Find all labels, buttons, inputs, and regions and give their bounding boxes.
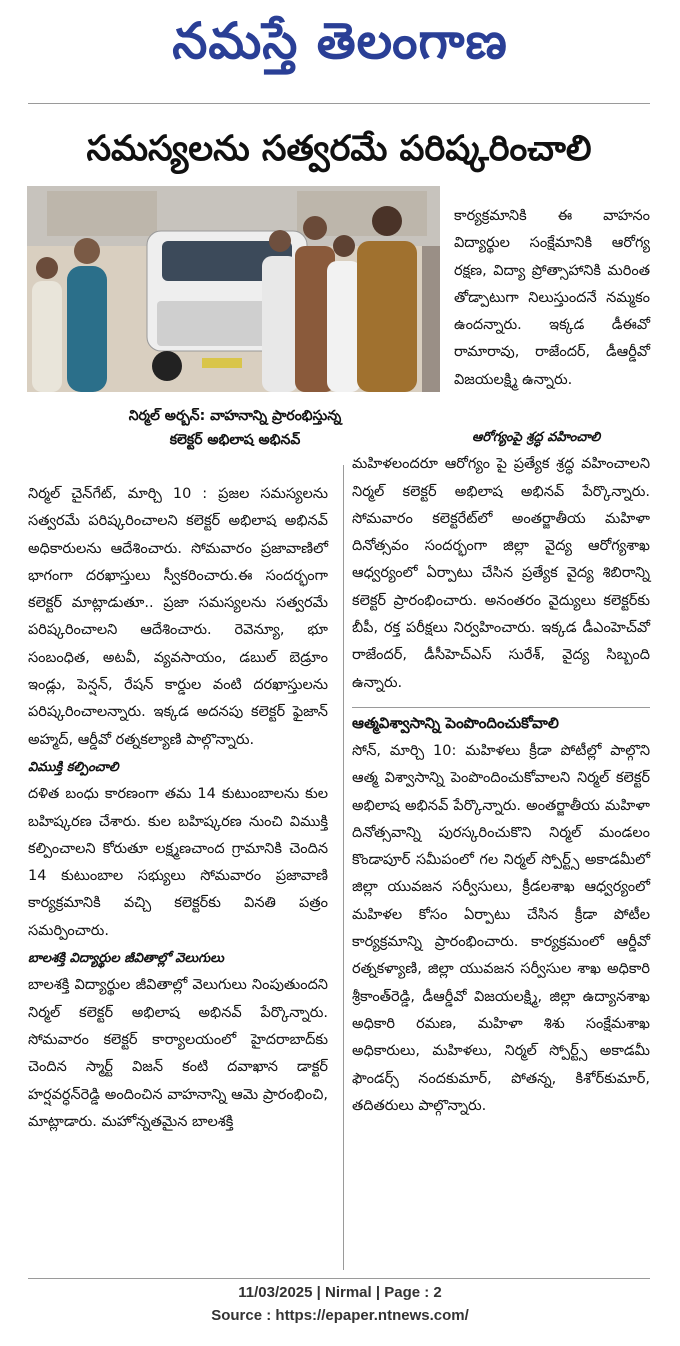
subheading: ఆరోగ్యంపై శ్రద్ధ వహించాలి — [472, 430, 601, 445]
column-divider — [343, 465, 344, 1270]
footer-divider — [28, 1278, 650, 1279]
headline: సమస్యలను సత్వరమే పరిష్కరించాలి — [86, 129, 592, 169]
article-paragraph: నిర్మల్ చైన్‌గేట్, మార్చి 10 : ప్రజల సమస్యలను సత్వరమే పరిష్కరించాలని కలెక్టర్ అభిలాష అభినవ్ అధికారులను ఆదేశించారు. సోమవారం ప్రజావాణిలో భాగంగా దరఖాస్తులు స్వీకరించారు.ఈ సందర్భంగా కలెక్టర్ మాట్లాడుతూ.. ప్రజా సమస్యలను సత్వరమే పరిష్కరించాలని ఆదేశించారు. రెవెన్యూ, భూ సంబంధిత, అటవీ, వ్యవసాయం, డబుల్ బెడ్రూం ఇండ్లు, పెన్షన్, రేషన్ కార్డుల వంటి దరఖాస్తులను పరిష్కరించాలన్నారు. ఇక్కడ అదనపు కలెక్టర్ ఫైజాన్ అహ్మద్, ఆర్డీవో రత్నకల్యాణి పాల్గొన్నారు. — [28, 486, 329, 748]
subheading: బాలశక్తి విద్యార్థుల జీవితాల్లో వెలుగులు — [28, 951, 224, 967]
masthead-divider — [28, 103, 650, 104]
article-paragraph: మహిళలందరూ ఆరోగ్యం పై ప్రత్యేక శ్రద్ధ వహించాలని నిర్మల్ కలెక్టర్ అభిలాష అభినవ్ పేర్కొన్నారు. సోమవారం కలెక్టరేట్‌లో అంతర్జాతీయ మహిళా దినోత్సవం సందర్భంగా జిల్లా వైద్య ఆరోగ్యశాఖ ఆధ్వర్యంలో ఏర్పాటు చేసిన ప్రత్యేక వైద్య శిబిరాన్ని కలెక్టర్ ప్రారంభించారు. అనంతరం వైద్యులు కలెక్టర్‌కు బీపీ, రక్త పరీక్షలు నిర్వహించారు. ఇక్కడ డీఎంహెచ్‌వో రాజేందర్, డీసీహెచ్‌ఎస్ సురేశ్, వైద్య సిబ్బంది ఉన్నారు. — [352, 456, 650, 691]
article-paragraph: దళిత బంధు కారణంగా తమ 14 కుటుంబాలను కుల బహిష్కరణ చేశారు. కుల బహిష్కరణ నుంచి విముక్తి కల్పించాలని కోరుతూ లక్ష్మణచాంద గ్రామానికి చెందిన 14 కుటుంబాల సభ్యులు సోమవారం ప్రజావాణి కార్యక్రమానికి వచ్చి కలెక్టర్‌కు వినతి పత్రం సమర్పించారు. — [28, 786, 328, 939]
article-paragraph: సోన్, మార్చి 10: మహిళలు క్రీడా పోటీల్లో పాల్గొని ఆత్మ విశ్వాసాన్ని పెంపొందించుకోవాలని నిర్మల్ కలెక్టర్ అభిలాష అభినవ్ పేర్కొన్నారు. అంతర్జాతీయ మహిళా దినోత్సవాన్ని పురస్కరించుకొని నిర్మల్ మండలం కొండాపూర్ సమీపంలో గల నిర్మల్ స్పోర్ట్స్ అకాడమీలో జిల్లా యువజన సర్వీసులు, క్రీడలశాఖ ఆధ్వర్యంలో మహిళల కోసం ఏర్పాటు చేసిన క్రీడా పోటీల కార్యక్రమాన్ని ప్రారంభించారు. కార్యక్రమంలో ఆర్డీవో రత్నకళ్యాణి, జిల్లా యువజన సర్వీసుల శాఖ అధికారి శ్రీకాంత్‌రెడ్డి, డీఆర్డీవో విజయలక్ష్మి, జిల్లా ఉద్యానశాఖ అధికారి రమణ, మహిళా శిశు సంక్షేమశాఖ అధికారులు, మహిళలు, నిర్మల్ స్పోర్ట్స్ అకాడమీ ఫౌండర్స్ నందకుమార్, పోతన్న, కిశోర్‌కుమార్, తదితరులు పాల్గొన్నారు. — [352, 742, 650, 1114]
news-photo — [27, 186, 440, 392]
subheading: విముక్తి కల్పించాలి — [28, 759, 119, 775]
subheading: ఆత్మవిశ్వాసాన్ని పెంపొందించుకోవాలి — [352, 707, 650, 738]
right-column — [352, 424, 650, 1120]
footer-source: Source : https://epaper.ntnews.com/ — [211, 1307, 469, 1324]
left-column — [28, 481, 328, 1136]
caption-line: కలెక్టర్ అభిలాష అభినవ్ — [169, 432, 301, 448]
article-paragraph: బాలశక్తి విద్యార్థుల జీవితాల్లో వెలుగులు నింపుతుందని నిర్మల్ కలెక్టర్ అభిలాష అభినవ్ పేర్కొన్నారు. సోమవారం కలెక్టర్ కార్యాలయంలో హైదరాబాద్‌కు చెందిన స్మార్ట్ విజన్ కంటి దవాఖాన డాక్టర్ హర్షవర్ధన్‌రెడ్డి అందించిన వాహనాన్ని ఆమె ప్రారంభించి, మాట్లాడారు. మహోన్నతమైన బాలశక్తి — [28, 977, 328, 1130]
footer-date: 11/03/2025 | Nirmal | Page : 2 — [238, 1284, 442, 1301]
caption-line: నిర్మల్ అర్బన్: వాహనాన్ని ప్రారంభిస్తున్న — [128, 408, 342, 424]
masthead-logo: నమస్తే తెలంగాణ — [172, 12, 508, 70]
right-top-column — [454, 203, 650, 394]
article-paragraph: కార్యక్రమానికి ఈ వాహనం విద్యార్థుల సంక్షేమానికి ఆరోగ్య రక్షణ, విద్యా ప్రోత్సాహానికి మరింత తోడ్పాటుగా నిలుస్తుందనే నమ్మకం ఉందన్నారు. ఇక్కడ డీఈవో రామారావు, రాజేందర్, డీఆర్డీవో విజయలక్ష్మి ఉన్నారు. — [454, 208, 650, 388]
